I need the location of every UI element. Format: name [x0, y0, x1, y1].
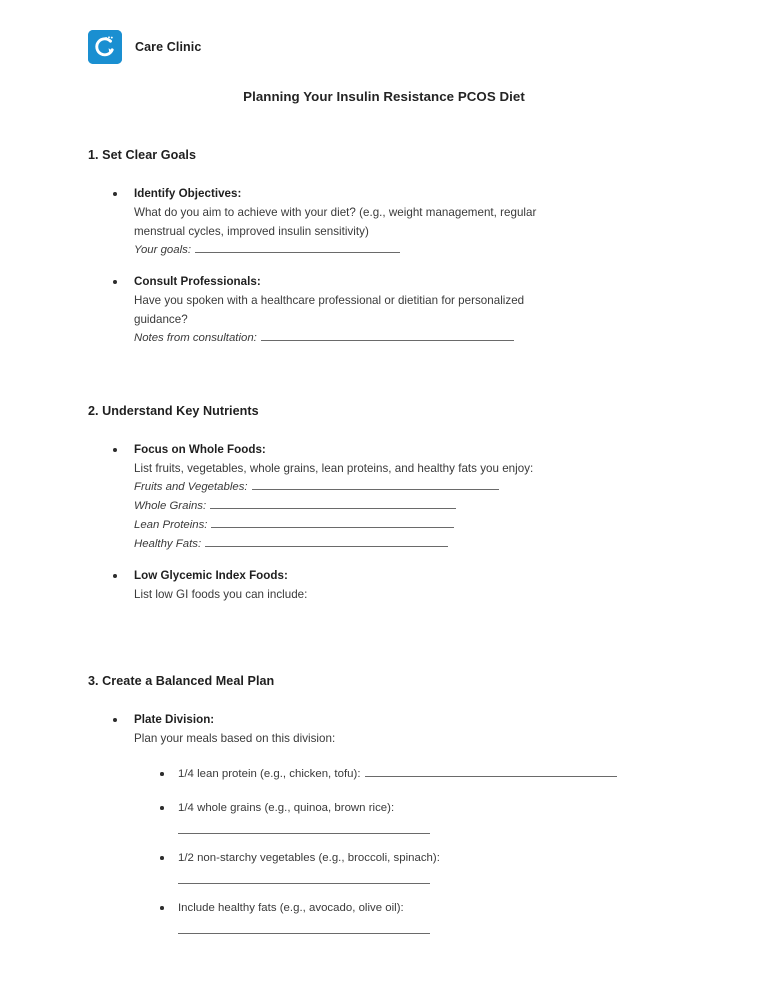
fillin-row — [134, 478, 768, 497]
fillin-blank-line[interactable] — [178, 921, 430, 934]
sub-bullet-text: Include healthy fats (e.g., avocado, olive oil): — [178, 902, 404, 914]
fillin-blank-line[interactable] — [365, 766, 617, 777]
fillin-blank-line[interactable] — [178, 871, 430, 884]
fillin-blank-line[interactable] — [252, 479, 499, 490]
list-item — [178, 898, 768, 934]
fillin-blank-line[interactable] — [205, 536, 448, 547]
fillin-label: Notes from consultation: — [134, 332, 257, 344]
sub-bullet-text: 1/4 whole grains (e.g., quinoa, brown rice): — [178, 802, 395, 814]
bullet-list — [0, 440, 768, 604]
fillin-label: Lean Proteins: — [134, 519, 208, 531]
list-item — [134, 272, 768, 348]
fillin-row — [134, 535, 768, 554]
list-item — [178, 798, 768, 834]
section-set-clear-goals — [0, 148, 768, 348]
fillin-label: Your goals: — [134, 244, 191, 256]
brand-name: Care Clinic — [135, 40, 202, 54]
bullet-text-line: Have you spoken with a healthcare professional or dietitian for personalized — [134, 294, 525, 307]
brand-header — [88, 30, 201, 64]
list-item — [178, 848, 768, 884]
section-heading: 1. Set Clear Goals — [88, 148, 196, 162]
list-item — [134, 566, 768, 604]
list-item — [134, 710, 768, 748]
fillin-blank-line[interactable] — [261, 330, 514, 341]
section-understand-key-nutrients — [0, 404, 768, 604]
bullet-list — [0, 710, 768, 748]
document-body — [0, 148, 768, 934]
bullet-text-line: Plan your meals based on this division: — [134, 732, 336, 745]
fillin-blank-line[interactable] — [178, 821, 430, 834]
fillin-label: Healthy Fats: — [134, 538, 202, 550]
fillin-row — [134, 329, 768, 348]
sub-bullet-text: 1/2 non-starchy vegetables (e.g., broccoli, spinach): — [178, 852, 440, 864]
section-create-balanced-meal-plan — [0, 674, 768, 934]
list-item — [134, 184, 768, 260]
bullet-label: Focus on Whole Foods: — [134, 443, 266, 456]
list-item — [178, 764, 768, 784]
bullet-label: Low Glycemic Index Foods: — [134, 569, 288, 582]
fillin-label: Fruits and Vegetables: — [134, 481, 248, 493]
care-clinic-logo-icon — [88, 30, 122, 64]
bullet-label: Identify Objectives: — [134, 187, 242, 200]
bullet-text-line: menstrual cycles, improved insulin sensitivity) — [134, 225, 369, 238]
list-item — [134, 440, 768, 554]
sub-bullet-text: 1/4 lean protein (e.g., chicken, tofu): — [178, 768, 361, 780]
fillin-row — [134, 241, 768, 260]
fillin-blank-line[interactable] — [211, 517, 454, 528]
bullet-text-line: guidance? — [134, 313, 188, 326]
fillin-blank-line[interactable] — [210, 498, 456, 509]
bullet-text-line: List low GI foods you can include: — [134, 588, 308, 601]
fillin-row — [134, 497, 768, 516]
fillin-label: Whole Grains: — [134, 500, 207, 512]
bullet-label: Consult Professionals: — [134, 275, 261, 288]
bullet-list — [0, 184, 768, 348]
section-heading: 3. Create a Balanced Meal Plan — [88, 674, 275, 688]
page-title: Planning Your Insulin Resistance PCOS Diet — [243, 89, 525, 104]
fillin-row — [134, 516, 768, 535]
fillin-blank-line[interactable] — [195, 242, 400, 253]
section-heading: 2. Understand Key Nutrients — [88, 404, 259, 418]
bullet-label: Plate Division: — [134, 713, 215, 726]
bullet-text-line: What do you aim to achieve with your diet? (e.g., weight management, regular — [134, 206, 537, 219]
sub-bullet-list — [0, 764, 768, 934]
bullet-text-line: List fruits, vegetables, whole grains, lean proteins, and healthy fats you enjoy: — [134, 462, 534, 475]
